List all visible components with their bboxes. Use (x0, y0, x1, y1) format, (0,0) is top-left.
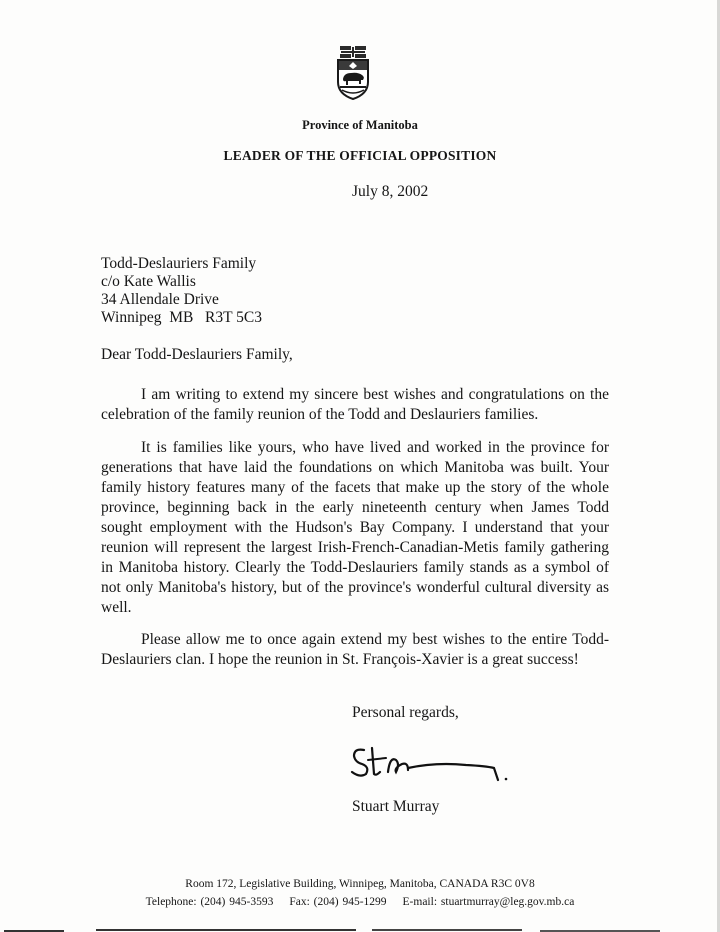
signer-name: Stuart Murray (352, 798, 440, 815)
scan-edge-marks (0, 924, 720, 932)
footer-contact (0, 896, 720, 908)
body-paragraph: I am writing to extend my sincere best wishes and congratulations on the celebration of the family reunion of the Todd and Deslauriers families. (101, 386, 609, 423)
letterhead-province: Province of Manitoba (302, 118, 418, 132)
address-line: Winnipeg MB R3T 5C3 (101, 309, 262, 326)
footer-fax: Fax: (204) 945-1299 (289, 896, 387, 908)
body-paragraph: It is families like yours, who have lived and worked in the province for generations that have laid the foundations on which Manitoba was built. Your family history features many of the facets that make up the story of the whole province, beginning back in the early nineteenth century when James Todd sought employment with the Hudson's Bay Company. I understand that your reunion will represent the largest Irish-French-Canadian-Metis family gathering in Manitoba history. Clearly the Todd-Deslauriers family stands as a symbol of not only Manitoba's history, but of the province's wonderful cultural diversity as well. (101, 439, 609, 616)
address-line: Todd-Deslauriers Family (101, 255, 257, 272)
salutation: Dear Todd-Deslauriers Family, (101, 346, 293, 363)
address-line: 34 Allendale Drive (101, 291, 219, 308)
body-paragraph: Please allow me to once again extend my best wishes to the entire Todd-Deslauriers clan. I hope the reunion in St. François-Xavier is a great success! (101, 631, 609, 668)
letterhead-office-title: LEADER OF THE OFFICIAL OPPOSITION (223, 148, 497, 163)
footer-address: Room 172, Legislative Building, Winnipeg, Manitoba, CANADA R3C 0V8 (185, 878, 535, 890)
address-line: c/o Kate Wallis (101, 273, 196, 290)
recipient-address (101, 255, 262, 327)
footer-telephone: Telephone: (204) 945-3593 (145, 896, 274, 908)
closing: Personal regards, (352, 704, 459, 721)
handwritten-signature (346, 738, 516, 786)
letter-date: July 8, 2002 (352, 183, 429, 200)
manitoba-coat-of-arms-icon (334, 44, 372, 100)
footer-email: E-mail: stuartmurray@leg.gov.mb.ca (402, 896, 575, 908)
